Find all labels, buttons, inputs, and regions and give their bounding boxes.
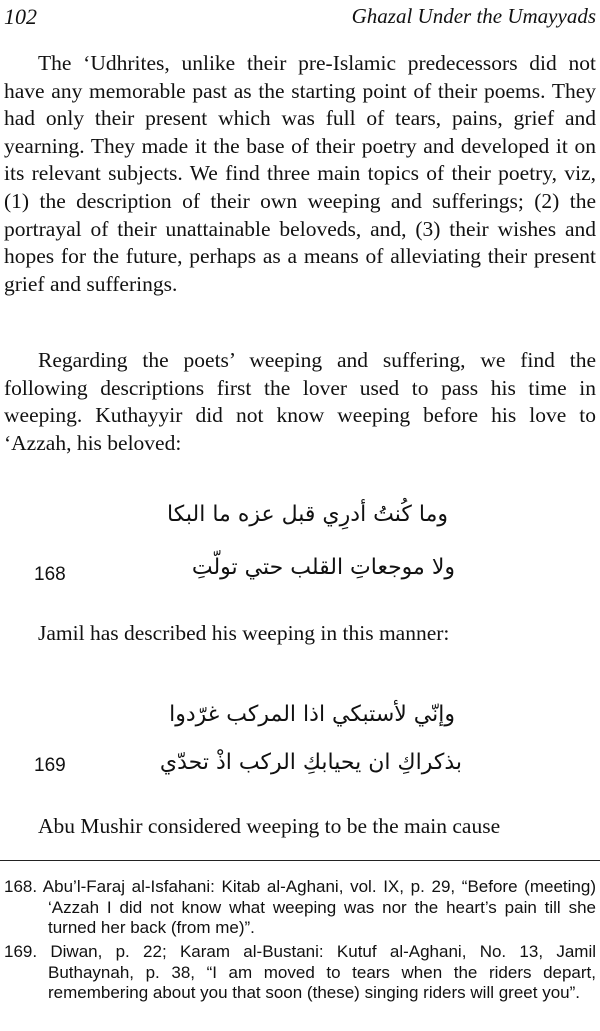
paragraph-jamil: Jamil has described his weeping in this manner: [38,621,450,645]
footnote-169: 169. Diwan, p. 22; Karam al-Bustani: Kutuf al-Aghani, No. 13, Jamil Buthaynah, p. 38, “I am moved to tears when the riders depart, remembering about you that soon (these) singing riders will greet you”. [4,942,596,1003]
verse-168-line-1: وما كُنتُ أدرِي قبل عزه ما البكا [167,502,448,527]
footnote-divider [0,860,600,861]
verse-number-168: 168 [34,564,66,585]
paragraph-abu-mushir: Abu Mushir considered weeping to be the main cause [38,814,501,838]
page-number: 102 [4,4,37,29]
verse-number-169: 169 [34,755,66,776]
paragraph-udhrites-intro: The ‘Udhrites, unlike their pre-Islamic predecessors did not have any memorable past as the starting point of their poems. They had only their present which was full of tears, pains, grief and yearning. They made it the base of their poetry and developed it on its relevant subjects. We find three main topics of their poetry, viz, (1) the description of their own weeping and sufferings; (2) the portrayal of their unattainable beloveds, and, (3) their wishes and hopes for the future, perhaps as a means of alleviating their present grief and sufferings. [4,51,596,296]
verse-168-line-2: ولا موجعاتِ القلب حتي تولّتِ [191,555,455,580]
footnote-168: 168. Abu’l-Faraj al-Isfahani: Kitab al-Aghani, vol. IX, p. 29, “Before (meeting) ‘Azzah I did not know what weeping was nor the heart’s pain till she turned her back (from me)”. [4,877,596,938]
running-title: Ghazal Under the Umayyads [351,4,596,28]
verse-169-line-2: بذكراكِ ان يحيابكِ الركب اذْ تحدّي [159,750,462,775]
paragraph-weeping-suffering: Regarding the poets’ weeping and suffering, we find the following descriptions first the lover used to pass his time in weeping. Kuthayyir did not know weeping before his love to ‘Azzah, his beloved: [4,348,596,455]
page-header [0,4,600,32]
verse-169-line-1: وإنّي لأستبكي اذا المركب غرّدوا [169,702,455,727]
